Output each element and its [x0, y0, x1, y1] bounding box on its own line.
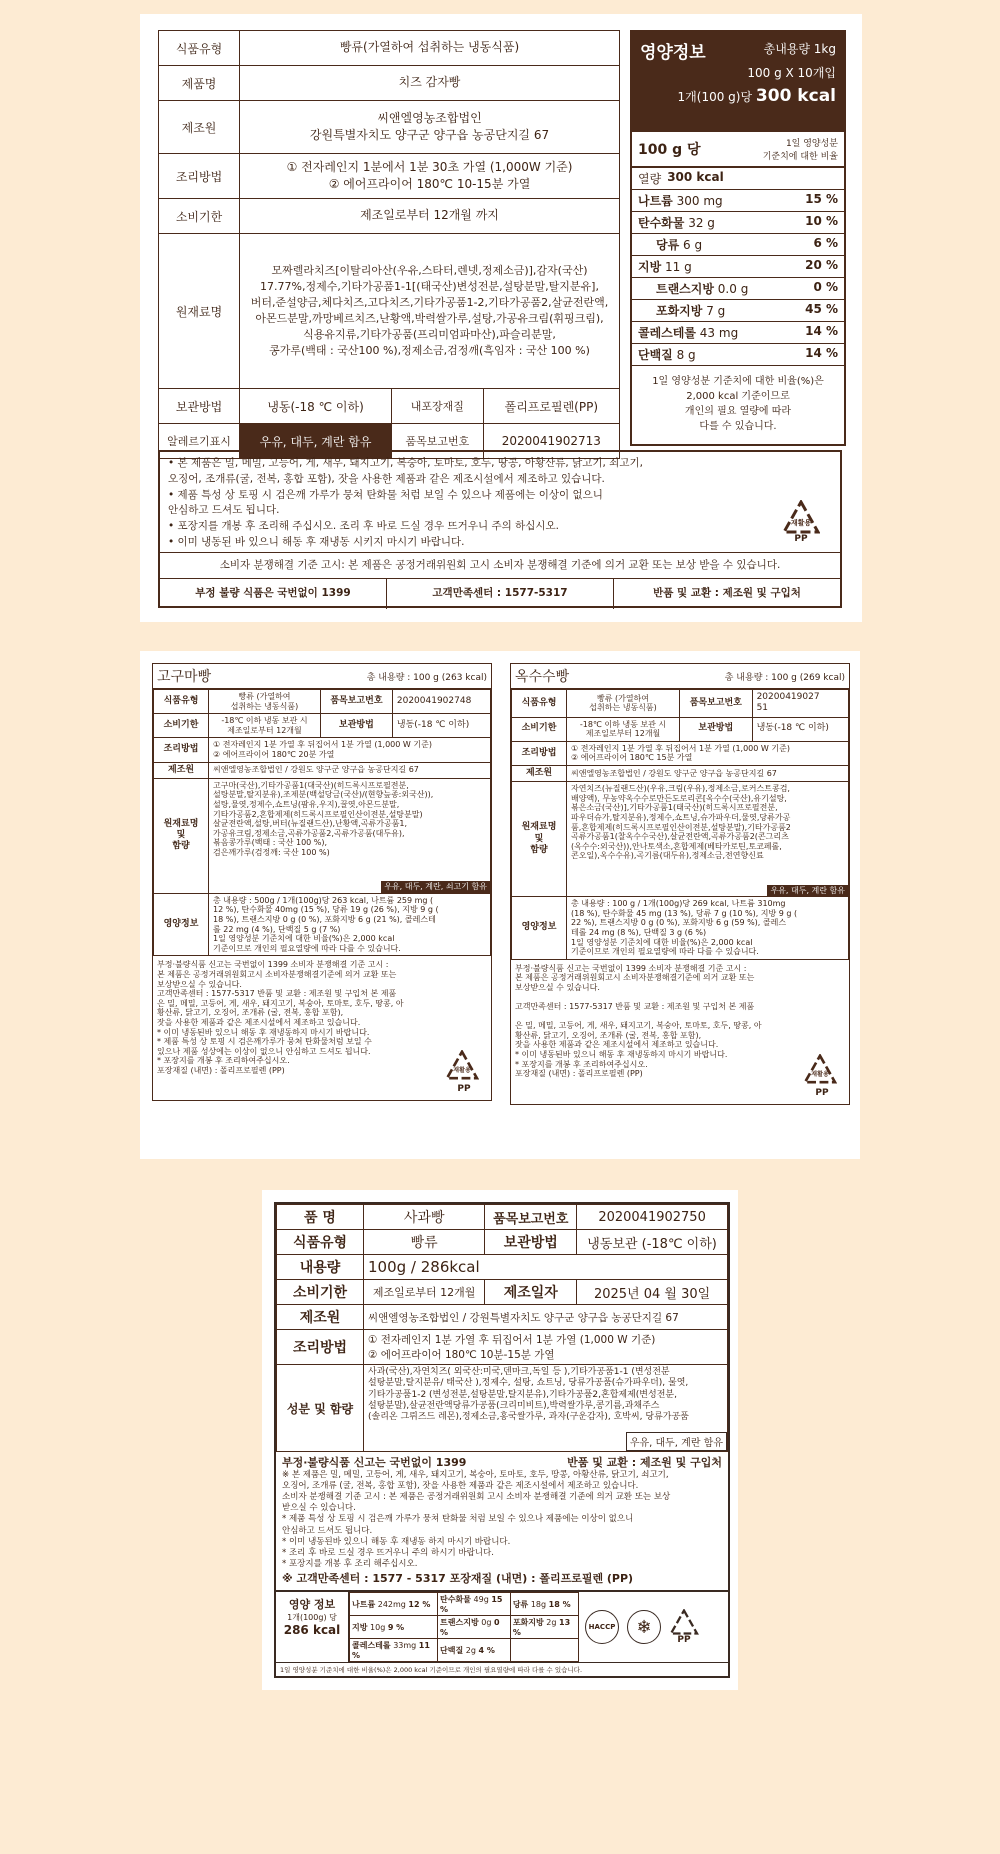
nutrient-cell	[510, 1639, 578, 1662]
info-table	[153, 689, 491, 956]
maker-label: 제조원	[512, 765, 567, 781]
pack-value: 폴리프로필렌(PP)	[483, 389, 619, 424]
recycle-label: PP	[677, 1635, 691, 1646]
customer-center: 고객만족센터 : 1577-5317	[387, 579, 614, 609]
date-value: 2025년 04 월 30일	[577, 1280, 728, 1305]
nutrient-cell: 탄수화물 49g 15 %	[438, 1593, 511, 1616]
product-info-table	[158, 30, 620, 459]
report-label: 품목보고번호	[392, 424, 484, 459]
recycle-icon	[782, 500, 820, 534]
info-row	[159, 66, 620, 101]
pack-label: 내포장재질	[392, 389, 484, 424]
cook-value: ① 전자레인지 1분 가열 후 뒤집어서 1분 가열 (1,000 W 기준) ② 에어프라이어 180℃ 20분 가열	[209, 738, 491, 762]
recycle-icon	[803, 1054, 841, 1088]
exp-label: 소비기한	[277, 1280, 364, 1305]
nutrient-row	[350, 1593, 579, 1616]
nutrient-row	[632, 322, 844, 344]
storage-value: 냉동(-18 ℃ 이하)	[752, 717, 848, 741]
nutrition-footer: 1일 영양성분 기준치에 대한 비율(%)은 2,000 kcal 기준이므로 개인의 필요열량에 따라 다를 수 있습니다.	[276, 1662, 728, 1676]
type-value: 빵류	[364, 1230, 485, 1255]
return-exchange: 반품 및 교환 : 제조원 및 구입처	[567, 1456, 722, 1469]
nutrient-name: 탄수화물	[638, 216, 685, 230]
label-card-cheese-potato	[140, 14, 862, 622]
nutrient-cell: 당류 18g 18 %	[510, 1593, 578, 1616]
info-row	[159, 154, 620, 199]
cook-label: 조리방법	[512, 741, 567, 765]
allergy-badge: 우유, 대두, 계란 함유	[767, 885, 848, 897]
nutrient-row	[632, 278, 844, 300]
nutrient-amount: 300 mg	[676, 194, 723, 208]
nutrient-pct: 14 %	[805, 324, 838, 338]
cook-label: 조리방법	[277, 1330, 364, 1365]
nutrition-label: 영양 정보	[288, 1598, 336, 1612]
nutrition-kcal: 300 kcal	[755, 86, 836, 106]
product-title: 옥수수빵	[515, 669, 570, 685]
recycle-mark	[803, 1054, 841, 1098]
maker-value: 씨앤엘영농조합법인 / 강원도 양구군 양구읍 농공단지길 67	[567, 765, 849, 781]
nutrient-cell: 단백질 2g 4 %	[438, 1639, 511, 1662]
report-value: 2020041902713	[483, 424, 619, 459]
ingredients-label: 성분 및 함량	[277, 1365, 364, 1452]
return-exchange: 반품 및 교환 : 제조원 및 구입처	[653, 587, 801, 599]
nutrition-per-unit: 1개(100 g)당	[677, 90, 753, 104]
nutrition-per-pack: 100 g X 10개입	[747, 66, 836, 80]
row-label: 제품명	[159, 66, 240, 101]
customer-center: ※ 고객만족센터 : 1577 - 5317 포장재질 (내면) : 폴리프로필렌 (PP)	[282, 1571, 634, 1585]
nutrient-pct: 15 %	[805, 192, 838, 206]
type-label: 식품유형	[154, 690, 209, 714]
info-row	[159, 101, 620, 154]
report-label: 품목보고번호	[321, 690, 393, 714]
amount-label: 내용량	[277, 1255, 364, 1280]
type-label: 식품유형	[277, 1230, 364, 1255]
nutrition-total: 총내용량 1kg	[763, 42, 836, 56]
total-content: 총 내용량 : 100 g (263 kcal)	[366, 672, 487, 683]
nutrient-name: 트랜스지방	[656, 282, 714, 296]
maker-label: 제조원	[277, 1305, 364, 1330]
recycle-label: PP	[815, 1087, 829, 1098]
cook-label: 조리방법	[154, 738, 209, 762]
nutrition-kcal: 286 kcal	[283, 1623, 341, 1638]
consumer-notice: 소비자 분쟁해결 기준 고시: 본 제품은 공정거래위원회 고시 소비자 분쟁해결 기준에 의거 교환 또는 보상 받을 수 있습니다.	[160, 552, 840, 576]
nutrient-name: 포화지방	[656, 304, 703, 318]
report-value: 2020041902748	[392, 690, 490, 714]
ingredients-label: 원재료명 및 함량	[154, 778, 209, 893]
type-value: 빵류 (가열하여 섭취하는 냉동식품)	[567, 690, 680, 718]
nutrient-row	[632, 212, 844, 234]
row-value: 씨앤엘영농조합법인 강원특별자치도 양구군 양구읍 농공단지길 67	[240, 101, 620, 154]
storage-value: 냉동(-18 ℃ 이하)	[240, 389, 392, 424]
nutrient-cell: 지방 10g 9 %	[350, 1616, 438, 1639]
nutrient-pct: 0 %	[813, 280, 838, 294]
storage-label: 보관방법	[680, 717, 753, 741]
nutrient-pct: 20 %	[805, 258, 838, 272]
storage-label: 보관방법	[485, 1230, 577, 1255]
ingredients-value: 사과(국산),자연치즈( 외국산:미국,덴마크,독일 등 ),기타가공품1-1 (변성전분 설탕분말,탈지분유/ 태국산 ),정제수, 설탕, 쇼트닝, 당류가공품(슈가파우더), 물엿, 기타가공품1-2 (변성전분,설탕분말,탈지분유),기타가공품2,혼합제제(변성전분, 설탕분말),살균전란액당류가공품(크리미비트),박력쌀가루,콩기름,과채주스 (솔리온 그뤼즈드 레몬),정제소금,홍국쌀가루, 과자(구운감자), 호박씨, 당류가공품	[368, 1367, 689, 1422]
type-value: 빵류 (가열하여 섭취하는 냉동식품)	[209, 690, 321, 714]
nutrient-amount: 11 g	[665, 260, 692, 274]
notes-box	[158, 450, 842, 608]
notes-text: 부정·불량식품 신고는 국번없이 1399 소비자 분쟁해결 기준 고시 : 본 제품은 공정거래위원회고시 소비자분쟁해결기준에 의거 교환 또는 보상받으실 수 있습니다. 고객만족센터 : 1577-5317 반품 및 교환 : 제조원 및 구입처 본 제품 은 밀, 메밀, 고등어, 게, 새우, 돼지고기, 복숭아, 토마토, 호두, 땅콩, 아 황산류, 닭고기, 오징어, 조개류 (굴, 전복, 홍합 포함), 잣을 사용한 제품과 같은 제조시설에서 제조하고 있습니다. * 이미 냉동된바 있으니 해동 후 재냉동하지 마시기 바랍니다. * 포장지를 개봉 후 조리하여주십시오. 포장재질 (내면) : 폴리프로필렌 (PP)	[515, 963, 762, 1079]
row-label: 조리방법	[159, 154, 240, 199]
ingredients-value: 자연치즈(뉴질랜드산)(우유,크림(우유),정제소금,로커스트콩검, 배양액), 무농약옥수수로만든도로리콘[옥수수(국산),유기설탕, 볶은소금(국산)],기타가공품1(태국산)(히드록시프로필전분, 파우더슈가,탈지분유),정제수,쇼트닝,슈가파우더,물엿,당류가공 품,혼합제제(히드록시프로필인산이전분,설탕분말),기타가공품2 곡류가공품1(찰옥수수국산),살균전란액,곡류가공품2(콘그리츠 (옥수수:외국산)),안나토색소,혼합제제(베타카로틴,토코페롤, 콘오일),옥수수유),곡기름(대두유),정제소금,전연향신료	[571, 784, 791, 861]
row-label: 식품유형	[159, 31, 240, 66]
haccp-icon: HACCP	[585, 1610, 619, 1644]
recycle-icon	[445, 1050, 483, 1084]
nutrient-row	[632, 190, 844, 212]
ingredients-value: 고구마(국산),기타가공품1(대국산)(히드록시프로필전분, 설탕분말,탈지분유),조제분(백설당금(국산)/(현향늪종:외국산)), 설탕,물엿,정제수,쇼트닝(팜유,우지),꿀엿,아몬드분말, 기타가공품2,혼합제제(히드록시프로필인산이전분,설탕분말) 살균전란액,설탕,버터(뉴질랜드산),난황액,곡류가공품1, 가공유크림,정제소금,곡류가공품2,곡류가공품(대두유), 볶음콩가루(백태 : 국산 100 %), 검은깨가루(검정깨: 국산 100 %)	[213, 780, 434, 857]
report-hotline: 부정·불량식품 신고는 국번없이 1399	[282, 1456, 467, 1469]
report-hotline: 부정 불량 식품은 국번없이 1399	[160, 579, 387, 609]
nutrient-row	[350, 1616, 579, 1639]
nutrient-name: 단백질	[638, 348, 673, 362]
name-value: 사과빵	[364, 1205, 485, 1230]
nutrition-title: 영양정보	[640, 43, 706, 63]
maker-value: 씨앤엘영농조합법인 / 강원도 양구군 양구읍 농공단지길 67	[209, 762, 491, 778]
row-value: 모짜렐라치즈[이탈리아산(우유,스타터,렌넷,정제소금)],감자(국산) 17.77%,정제수,기타가공품1-1[(태국산)변성전분,설탕분말,탈지분유], 버터,준설양금,체다치즈,고다치즈,기타가공품1-2,기타가공품2,살균전란액, 아몬드분말,까망베르치즈,난황액,박력쌀가루,설탕,가공유크림(휘핑크림), 식용유지류,기타가공품(프리미엄파마산),파슬리분말, 콩가루(백태 : 국산100 %),정제소금,검정깨(흑임자 : 국산 100 %)	[240, 234, 620, 389]
nutrient-cell: 트랜스지방 0g 0 %	[438, 1616, 511, 1639]
date-label: 제조일자	[485, 1280, 577, 1305]
nutrient-amount: 0.0 g	[717, 282, 749, 296]
heat-value: 300 kcal	[667, 170, 724, 184]
nutrient-pct: 14 %	[805, 346, 838, 360]
nutrient-row	[350, 1639, 579, 1662]
nutrition-panel	[630, 30, 846, 446]
nutrient-row	[632, 344, 844, 366]
nutrition-value: 총 내용량 : 500g / 1개(100g)당 263 kcal, 나트륨 259 mg ( 12 %), 탄수화물 40mg (15 %), 당류 19 g (26 %), 지방 9 g ( 18 %), 트랜스지방 0 g (0 %), 포화지방 6 g (21 %), 콜레스테 롤 22 mg (4 %), 단백질 5 g (7 %) 1일 영양성분 기준치에 대한 비율(%)은 2,000 kcal 기준이므로 개인의 필요열량에 따라 다를 수 있습니다.	[209, 893, 491, 956]
cook-value: ① 전자레인지 1분 가열 후 뒤집어서 1분 가열 (1,000 W 기준) ② 에어프라이어 180℃ 15분 가열	[567, 741, 849, 765]
row-label: 소비기한	[159, 199, 240, 234]
notes-text: ※ 본 제품은 밀, 메밀, 고등어, 게, 새우, 돼지고기, 복숭아, 토마토, 호두, 땅콩, 아황산류, 닭고기, 쇠고기, 오징어, 조개류 (굴, 전복, 홍합 포함), 잣을 사용한 제품과 같은 제조시설에서 제조하고 있습니다. 소비자 분쟁해결 기준 고시 : 본 제품은 공정거래위원회 고시 소비자 분쟁해결 기준에 의거 교환 또는 보상 받으실 수 있습니다. * 제품 특성 상 토핑 시 검은깨 가루가 뭉쳐 탄화물 처럼 보일 수 있으나 제품에는 이상이 없으니 안심하고 드셔도 됩니다. * 이미 냉동된바 있으니 해동 후 재냉동 하지 마시기 바랍니다. * 조리 후 바로 드실 경우 뜨거우니 주의 하시기 바랍니다. * 포장지를 개봉 후 조리 해주십시오.	[282, 1470, 671, 1569]
row-value: 제조일로부터 12개월 까지	[240, 199, 620, 234]
nutrient-pct: 10 %	[805, 214, 838, 228]
allergy-badge: 우유, 대두, 계란, 쇠고기 함유	[381, 881, 490, 893]
row-value: 치즈 감자빵	[240, 66, 620, 101]
nutrition-value: 총 내용량 : 100 g / 1개(100g)당 269 kcal, 나트륨 310mg (18 %), 탄수화물 45 mg (13 %), 당류 7 g (10 %), 지방 9 g ( 22 %), 트랜스지방 0 g (0 %), 포화지방 6 g (59 %), 콜레스 테롤 24 mg (8 %), 단백질 3 g (6 %) 1일 영양성분 기준치에 대한 비율(%)은 2,000 kcal 기준이므로 개인의 필요열량에 따라 다를 수 있습니다.	[567, 897, 849, 960]
report-value: 2020041902750	[577, 1205, 728, 1230]
row-label: 제조원	[159, 101, 240, 154]
svg-text:재활용: 재활용	[453, 1067, 471, 1075]
notes-text: 부정·불량식품 신고는 국번없이 1399 소비자 분쟁해결 기준 고시 : 본 제품은 공정거래위원회고시 소비자분쟁해결기준에 의거 교환 또는 보상받으실 수 있습니다. 고객만족센터 : 1577-5317 반품 및 교환 : 제조원 및 구입처 본 제품 은 밀, 메밀, 고등어, 게, 새우, 돼지고기, 복숭아, 토마토, 호두, 땅콩, 아 황산류, 닭고기, 오징어, 조개류 (굴, 전복, 홍합 포함), 잣을 사용한 제품과 같은 제조시설에서 제조하고 있습니다. * 이미 냉동된바 있으니 해동 후 재냉동하지 마시기 바랍니다. * 제품 특성 상 토핑 시 검은깨가루가 뭉쳐 탄화물처럼 보일 수 있으나 제품 성상에는 이상이 없으니 안심하고 드셔도 됩니다. * 포장지를 개봉 후 조리하여주십시오. 포장재질 (내면) : 폴리프로필렌 (PP)	[157, 960, 404, 1075]
svg-text:재활용: 재활용	[790, 519, 812, 527]
nutrition-basis: 100 g 당	[638, 142, 701, 158]
heat-label: 열량	[638, 172, 662, 186]
nutrient-name: 콜레스테롤	[638, 326, 696, 340]
nutrient-name: 지방	[638, 260, 662, 274]
report-value: 20200419027 51	[752, 690, 848, 718]
exp-value: -18℃ 이하 냉동 보관 시 제조일로부터 12개월	[567, 717, 680, 741]
amount-value: 100g / 286kcal	[364, 1255, 728, 1280]
snowflake-icon: ❄	[627, 1610, 661, 1644]
info-table	[511, 689, 849, 960]
recycle-label: PP	[794, 534, 808, 544]
nutrition-footer: 1일 영양성분 기준치에 대한 비율(%)은 2,000 kcal 기준이므로 개인의 필요 열량에 따라 다를 수 있습니다.	[652, 376, 824, 432]
exp-label: 소비기한	[512, 717, 567, 741]
nutrition-serving: 1개(100g) 당	[287, 1613, 337, 1623]
info-row	[159, 234, 620, 389]
report-label: 품목보고번호	[680, 690, 753, 718]
recycle-icon	[669, 1609, 699, 1635]
row-value: 빵류(가열하여 섭취하는 냉동식품)	[240, 31, 620, 66]
total-content: 총 내용량 : 100 g (269 kcal)	[724, 672, 845, 683]
allergy-label: 알레르기표시	[159, 424, 240, 459]
nutrient-row	[632, 256, 844, 278]
nutrition-label: 영양정보	[154, 893, 209, 956]
info-row	[159, 31, 620, 66]
exp-value: -18℃ 이하 냉동 보관 시 제조일로부터 12개월	[209, 714, 321, 738]
notes-text: • 본 제품은 밀, 메밀, 고등어, 게, 새우, 돼지고기, 복숭아, 토마토, 호두, 땅콩, 아황산류, 닭고기, 쇠고기, 오징어, 조개류(굴, 전복, 홍합 포함), 잣을 사용한 제품과 같은 제조시설에서 제조하고 있습니다. • 제품 특성 상 토핑 시 검은깨 가루가 뭉쳐 탄화물 처럼 보일 수 있으나 제품에는 이상이 없으니 안심하고 드셔도 됩니다. • 포장지를 개봉 후 조리해 주십시오. 조리 후 바로 드실 경우 뜨거우니 주의 하십시오. • 이미 냉동된 바 있으니 해동 후 재냉동 시키지 마시기 바랍니다.	[168, 457, 643, 548]
report-label: 품목보고번호	[485, 1205, 577, 1230]
exp-label: 소비기한	[154, 714, 209, 738]
allergy-value: 우유, 대두, 계란 함유	[240, 424, 392, 459]
allergy-badge: 우유, 대두, 계란 함유	[626, 1432, 727, 1451]
nutrient-amount: 43 mg	[699, 326, 739, 340]
recycle-label: PP	[457, 1084, 471, 1095]
label-card-sweet-potato	[140, 651, 502, 1159]
label-card-apple	[262, 1190, 738, 1690]
nutrient-amount: 32 g	[688, 216, 715, 230]
nutrient-cell: 나트륨 242mg 12 %	[350, 1593, 438, 1616]
type-label: 식품유형	[512, 690, 567, 718]
row-label: 원재료명	[159, 234, 240, 389]
nutrient-cell: 포화지방 2g 13 %	[510, 1616, 578, 1639]
recycle-mark	[669, 1609, 699, 1645]
maker-label: 제조원	[154, 762, 209, 778]
recycle-mark	[782, 500, 820, 544]
nutrition-grid	[349, 1592, 579, 1662]
storage-value: 냉동보관 (-18℃ 이하)	[577, 1230, 728, 1255]
ingredients-label: 원재료명 및 함량	[512, 782, 567, 897]
nutrient-pct: 45 %	[805, 302, 838, 316]
nutrient-row	[632, 234, 844, 256]
recycle-mark	[445, 1050, 483, 1094]
nutrient-name: 나트륨	[638, 194, 673, 208]
svg-text:재활용: 재활용	[811, 1070, 829, 1078]
storage-label: 보관방법	[159, 389, 240, 424]
info-row	[159, 199, 620, 234]
row-value: ① 전자레인지 1분에서 1분 30초 가열 (1,000W 기준) ② 에어프라이어 180℃ 10-15분 가열	[240, 154, 620, 199]
nutrient-name: 당류	[656, 238, 680, 252]
product-title: 고구마빵	[157, 669, 212, 685]
storage-value: 냉동(-18 ℃ 이하)	[392, 714, 490, 738]
nutrient-cell: 콜레스테롤 33mg 11 %	[350, 1639, 438, 1662]
maker-value: 씨앤엘영농조합법인 / 강원특별자치도 양구군 양구읍 농공단지길 67	[364, 1305, 728, 1330]
label-card-corn	[500, 651, 860, 1159]
info-table	[276, 1204, 728, 1452]
nutrient-amount: 6 g	[683, 238, 703, 252]
nutrient-amount: 7 g	[706, 304, 726, 318]
storage-label: 보관방법	[321, 714, 393, 738]
name-label: 품 명	[277, 1205, 364, 1230]
exp-value: 제조일로부터 12개월	[364, 1280, 485, 1305]
nutrient-row	[632, 300, 844, 322]
nutrient-amount: 8 g	[676, 348, 696, 362]
cook-value: ① 전자레인지 1분 가열 후 뒤집어서 1분 가열 (1,000 W 기준) ② 에어프라이어 180℃ 10분-15분 가열	[364, 1330, 728, 1365]
nutrition-label: 영양정보	[512, 897, 567, 960]
daily-note: 1일 영양성분 기준치에 대한 비율	[762, 139, 838, 162]
nutrient-pct: 6 %	[813, 236, 838, 250]
